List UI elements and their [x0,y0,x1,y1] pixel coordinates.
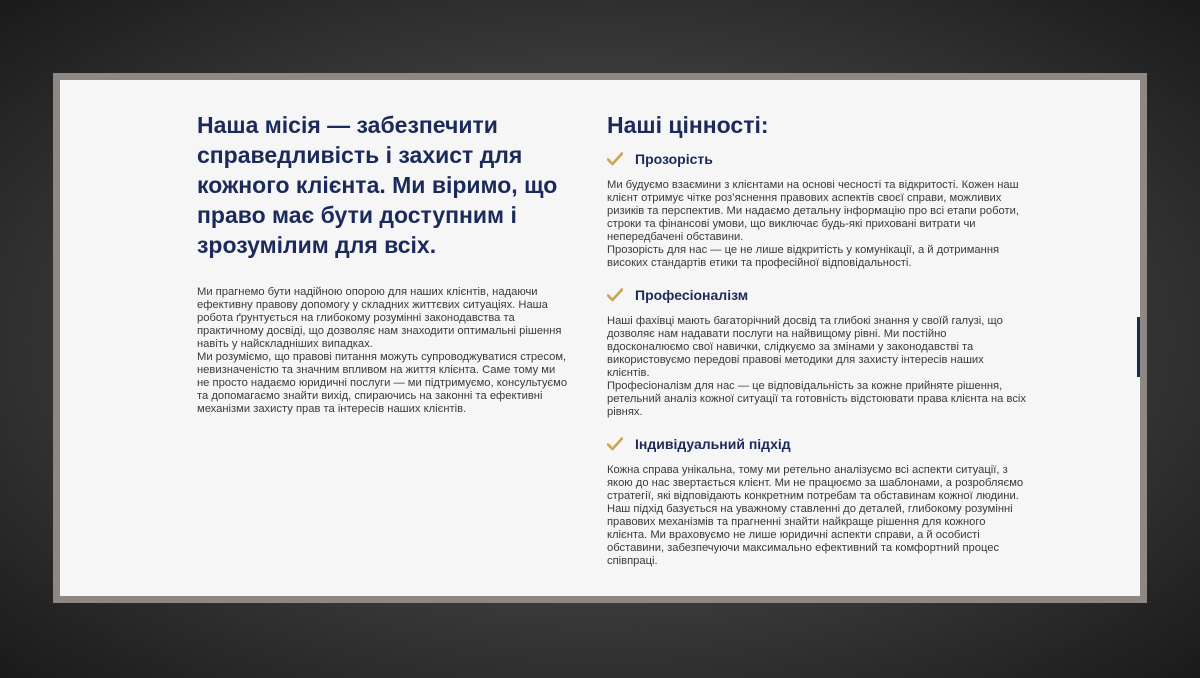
value-text: Кожна справа унікальна, тому ми ретельно аналізуємо всі аспекти ситуації, з якою до нас звертається клієнт. Ми не працюємо за шаблонами, а розробляємо стратегії, які відповідають конкретним потребам та обставинам кожної людини. Наш підхід базується на уважному ставленні до деталей, глибокому розумінні правових механізмів та прагненні знайти найкраще рішення для кожного клієнта. Ми враховуємо не лише юридичні аспекти справи, а й особисті обставини, забезпечуючи максимально ефективний та комфортний процес співпраці. [607,464,1024,567]
value-heading [607,285,1027,305]
values-title: Наші цінності: [607,112,769,138]
screenshot-frame [53,73,1147,603]
check-icon [607,151,623,167]
content-panel [60,80,1140,596]
check-icon [607,287,623,303]
value-text: Ми будуємо взаємини з клієнтами на основі чесності та відкритості. Кожен наш клієнт отримує чітке роз’яснення правових аспектів своєї справи, можливих ризиків та перспектив. Ми надаємо детальну інформацію про всі етапи роботи, строки та фінансові умови, що виключає будь-які приховані витрати чи непередбачені обставини. Прозорість для нас — це не лише відкритість у комунікації, а й дотримання високих стандартів етики та професійної відповідальності. [607,179,1019,269]
value-item-transparency [607,149,1027,270]
value-heading [607,434,1027,454]
scroll-indicator[interactable] [1137,317,1140,377]
mission-text: Ми прагнемо бути надійною опорою для наших клієнтів, надаючи ефективну правову допомогу у складних життєвих ситуаціях. Наша робота ґрунтується на глибокому розумінні законодавства та практичному досвіді, що дозволяє нам знаходити оптимальні рішення навіть у найскладніших випадках. Ми розуміємо, що правові питання можуть супроводжуватися стресом, невизначеністю та значним впливом на життя клієнта. Саме тому ми не просто надаємо юридичні послуги — ми підтримуємо, консультуємо та допомагаємо знайти вихід, спираючись на законні та ефективні механізми захисту прав та інтересів наших клієнтів. [197,286,568,415]
value-item-individual-approach [607,434,1027,568]
mission-section [197,110,569,416]
value-text: Наші фахівці мають багаторічний досвід та глибокі знання у своїй галузі, що дозволяє нам надавати послуги на найвищому рівні. Ми постійно вдосконалюємо свої навички, слідкуємо за змінами у законодавстві та використовуємо передові правові методики для захисту інтересів наших клієнтів. Професіоналізм для нас — це відповідальність за кожне прийняте рішення, ретельний аналіз кожної ситуації та готовність відстоювати права клієнта на всіх рівнях. [607,315,1026,418]
values-section [607,110,1027,568]
value-heading [607,149,1027,169]
value-name: Прозорість [635,151,713,167]
value-name: Професіоналізм [635,287,749,303]
check-icon [607,436,623,452]
value-item-professionalism [607,285,1027,419]
mission-title: Наша місія — забезпечити справедливість і захист для кожного клієнта. Ми віримо, що право має бути доступним і зрозумілим для всіх. [197,112,558,258]
value-name: Індивідуальний підхід [635,436,791,452]
